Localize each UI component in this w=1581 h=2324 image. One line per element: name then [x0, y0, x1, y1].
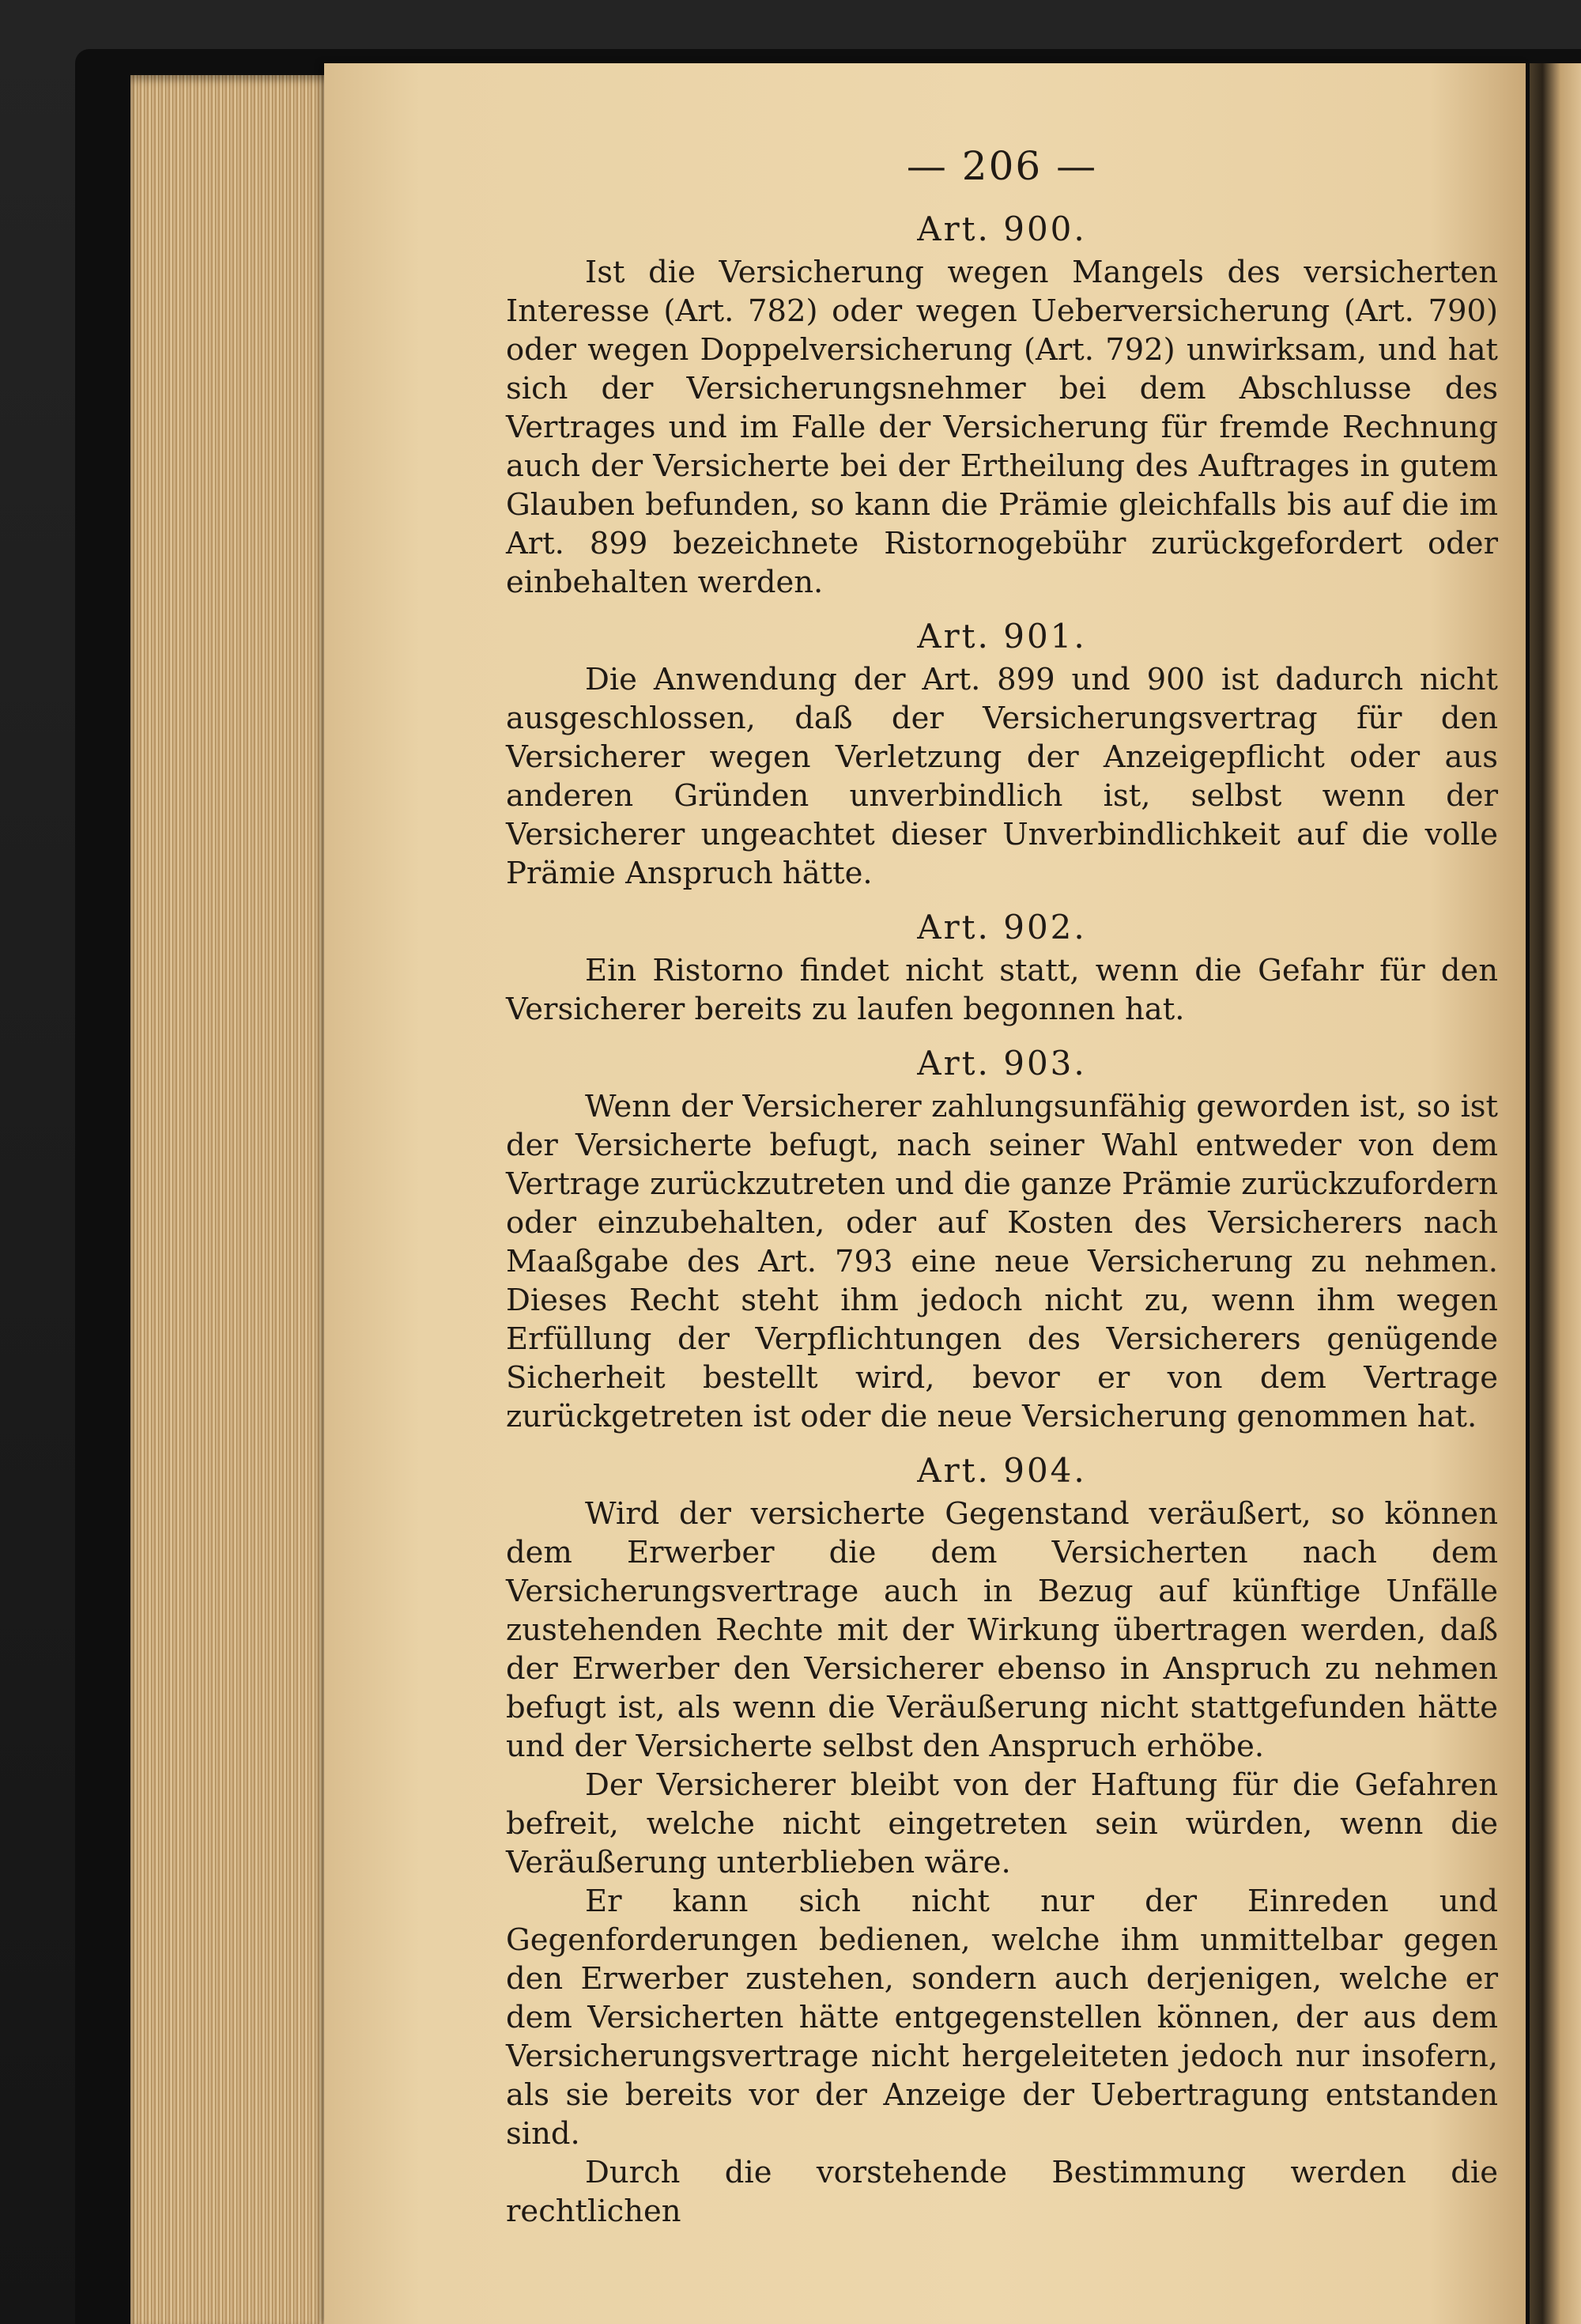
article-904: [506, 1450, 1498, 2231]
article-heading: Art. 901.: [917, 617, 1087, 656]
article-paragraph: Der Versicherer bleibt von der Haftung für die Gefahren befreit, welche nicht eingetreten sein würden, wenn die Veräußerung unterblieben wäre.: [506, 1767, 1498, 1880]
article-paragraph: Wenn der Versicherer zahlungsunfähig geworden ist, so ist der Versicherte befugt, nach seiner Wahl entweder von dem Vertrage zurückzutreten und die ganze Prämie zurückzufordern oder einzubehalten, oder auf Kosten des Versicherers nach Maaßgabe des Art. 793 eine neue Versicherung zu nehmen. Dieses Recht steht ihm jedoch nicht zu, wenn ihm wegen Erfüllung der Verpflichtungen des Versicherers genügende Sicherheit bestellt wird, bevor er von dem Vertrage zurückgetreten ist oder die neue Versicherung genommen hat.: [506, 1089, 1498, 1434]
article-paragraph: Durch die vorstehende Bestimmung werden die rechtlichen: [506, 2155, 1498, 2229]
article-901: [506, 616, 1498, 893]
book-gutter: [1530, 63, 1581, 2324]
article-heading: Art. 902.: [917, 908, 1087, 947]
article-paragraph: Wird der versicherte Gegenstand veräußert, so können dem Erwerber die dem Versicherten nach dem Versicherungsvertrage auch in Bezug auf künftige Unfälle zustehenden Rechte mit der Wirkung übertragen werden, daß der Erwerber den Versicherer ebenso in Anspruch zu nehmen befugt ist, als wenn die Veräußerung nicht stattgefunden hätte und der Versicherte selbst den Anspruch erhöbe.: [506, 1496, 1498, 1764]
page-edges: [130, 75, 336, 2324]
page-text: [506, 142, 1498, 2231]
article-902: [506, 907, 1498, 1029]
article-paragraph: Ein Ristorno findet nicht statt, wenn die Gefahr für den Versicherer bereits zu laufen begonnen hat.: [506, 953, 1498, 1027]
article-paragraph: Ist die Versicherung wegen Mangels des versicherten Interesse (Art. 782) oder wegen Ueberversicherung (Art. 790) oder wegen Doppelversicherung (Art. 792) unwirksam, und hat sich der Versicherungsnehmer bei dem Abschlusse des Vertrages und im Falle der Versicherung für fremde Rechnung auch der Versicherte bei der Ertheilung des Auftrages in gutem Glauben befunden, so kann die Prämie gleichfalls bis auf die im Art. 899 bezeichnete Ristornogebühr zurückgefordert oder einbehalten werden.: [506, 255, 1498, 600]
article-heading: Art. 900.: [917, 210, 1087, 248]
article-903: [506, 1043, 1498, 1436]
article-paragraph: Die Anwendung der Art. 899 und 900 ist dadurch nicht ausgeschlossen, daß der Versicherungsvertrag für den Versicherer wegen Verletzung der Anzeigepflicht oder aus anderen Gründen unverbindlich ist, selbst wenn der Versicherer ungeachtet dieser Unverbindlichkeit auf die volle Prämie Anspruch hätte.: [506, 662, 1498, 891]
article-heading: Art. 903.: [917, 1044, 1087, 1083]
article-heading: Art. 904.: [917, 1451, 1087, 1490]
page-number: — 206 —: [906, 143, 1098, 189]
article-900: [506, 209, 1498, 602]
article-paragraph: Er kann sich nicht nur der Einreden und Gegenforderungen bedienen, welche ihm unmittelbar gegen den Erwerber zustehen, sondern auch derjenigen, welche er dem Versicherten hätte entgegenstellen können, der aus dem Versicherungsvertrage nicht hergeleiteten jedoch nur insofern, als sie bereits vor der Anzeige der Uebertragung entstanden sind.: [506, 1884, 1498, 2152]
